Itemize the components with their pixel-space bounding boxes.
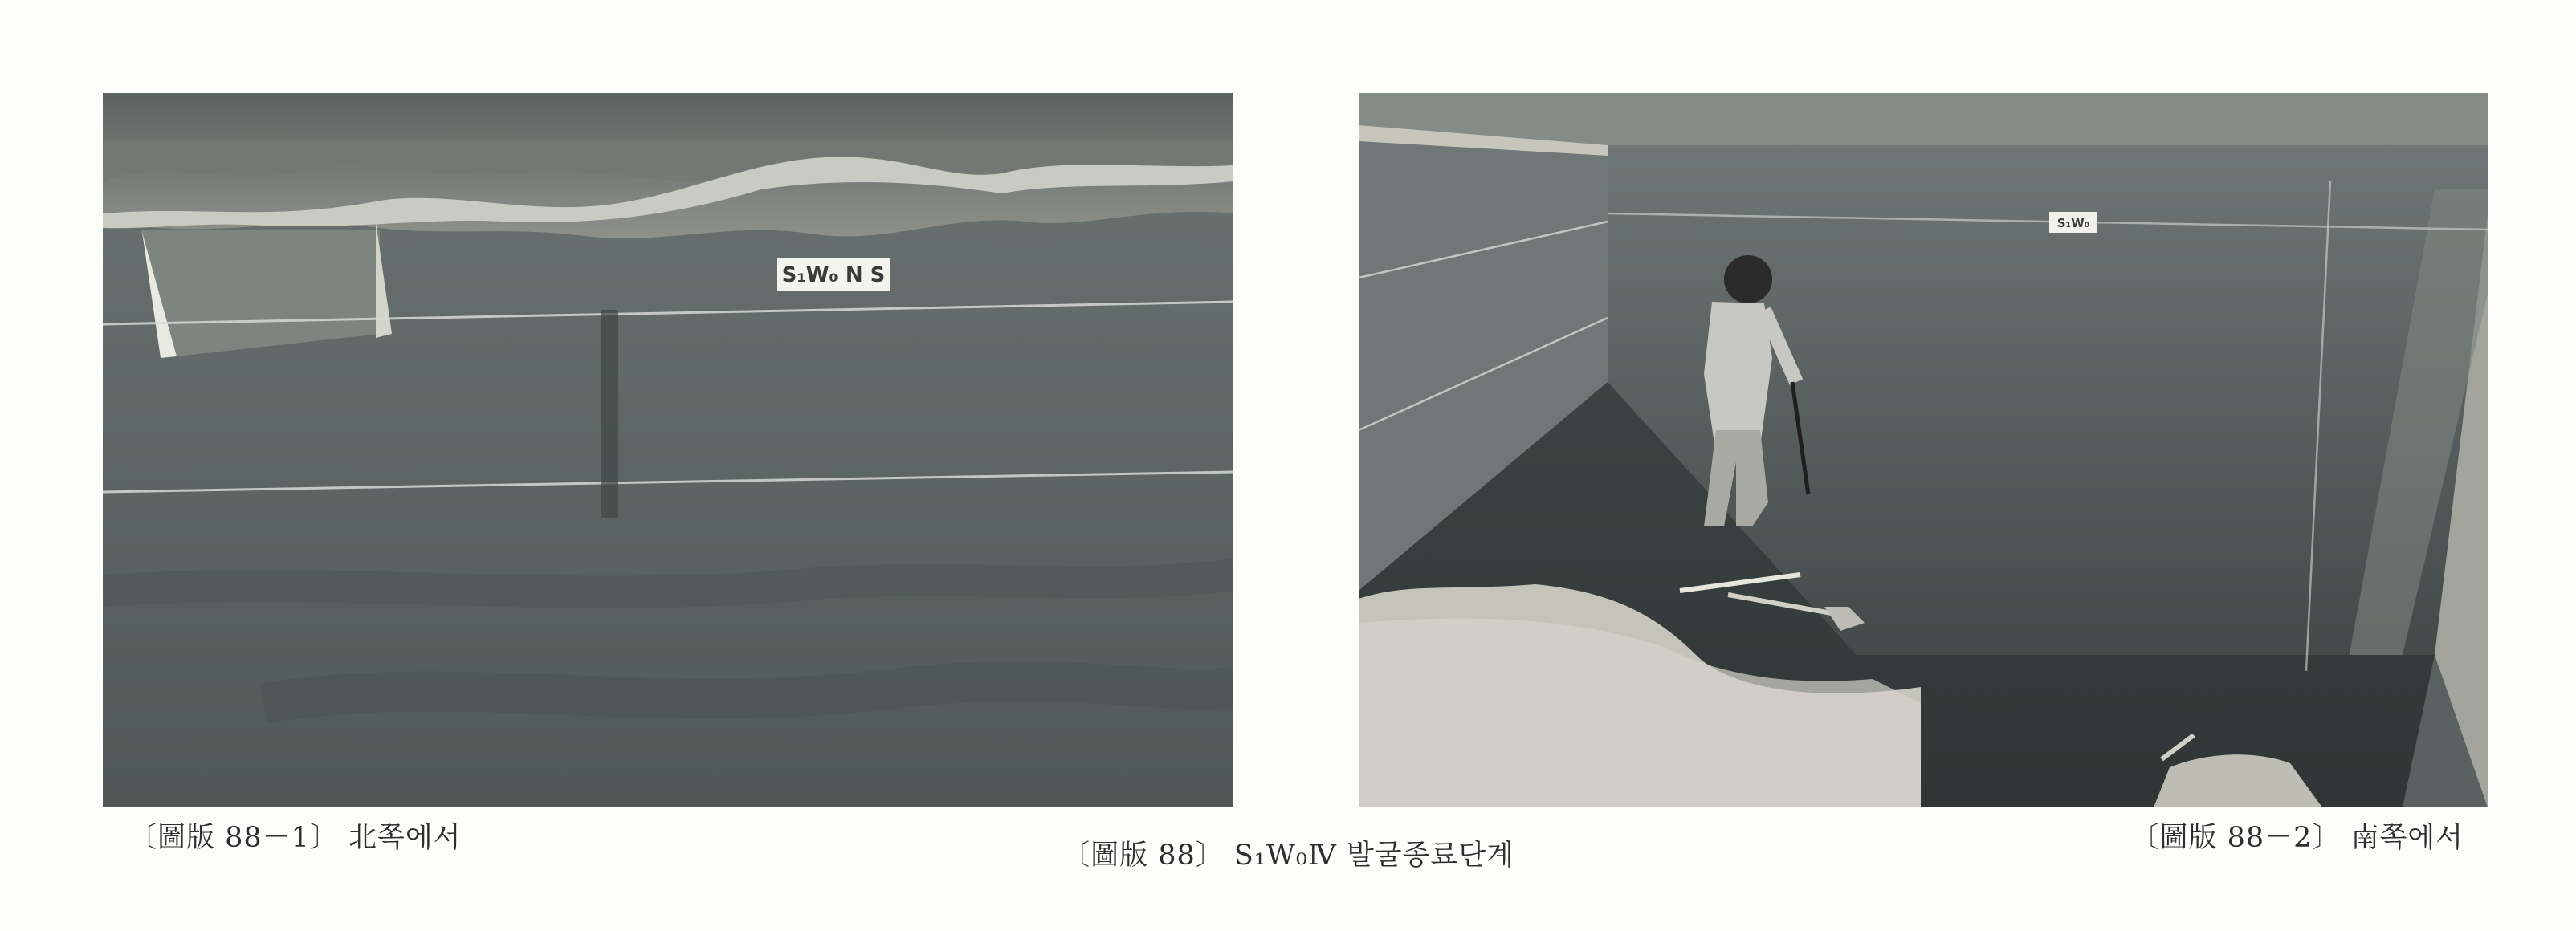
grid-sign-label: S₁W₀ bbox=[2056, 216, 2090, 230]
excavation-photo-north bbox=[103, 93, 1233, 807]
photo-caption-left: 〔圖版 88－1〕 北쪽에서 bbox=[128, 822, 462, 854]
photo-caption-right: 〔圖版 88－2〕 南쪽에서 bbox=[2130, 822, 2464, 854]
trench-wall-north-image bbox=[103, 93, 1233, 807]
excavation-photo-south bbox=[1359, 93, 2488, 807]
grid-sign-label: S₁W₀ N S bbox=[781, 263, 886, 287]
plate-main-caption: 〔圖版 88〕 S₁W₀Ⅳ 발굴종료단계 bbox=[1062, 840, 1514, 872]
trench-pit-south-image bbox=[1359, 93, 2488, 807]
